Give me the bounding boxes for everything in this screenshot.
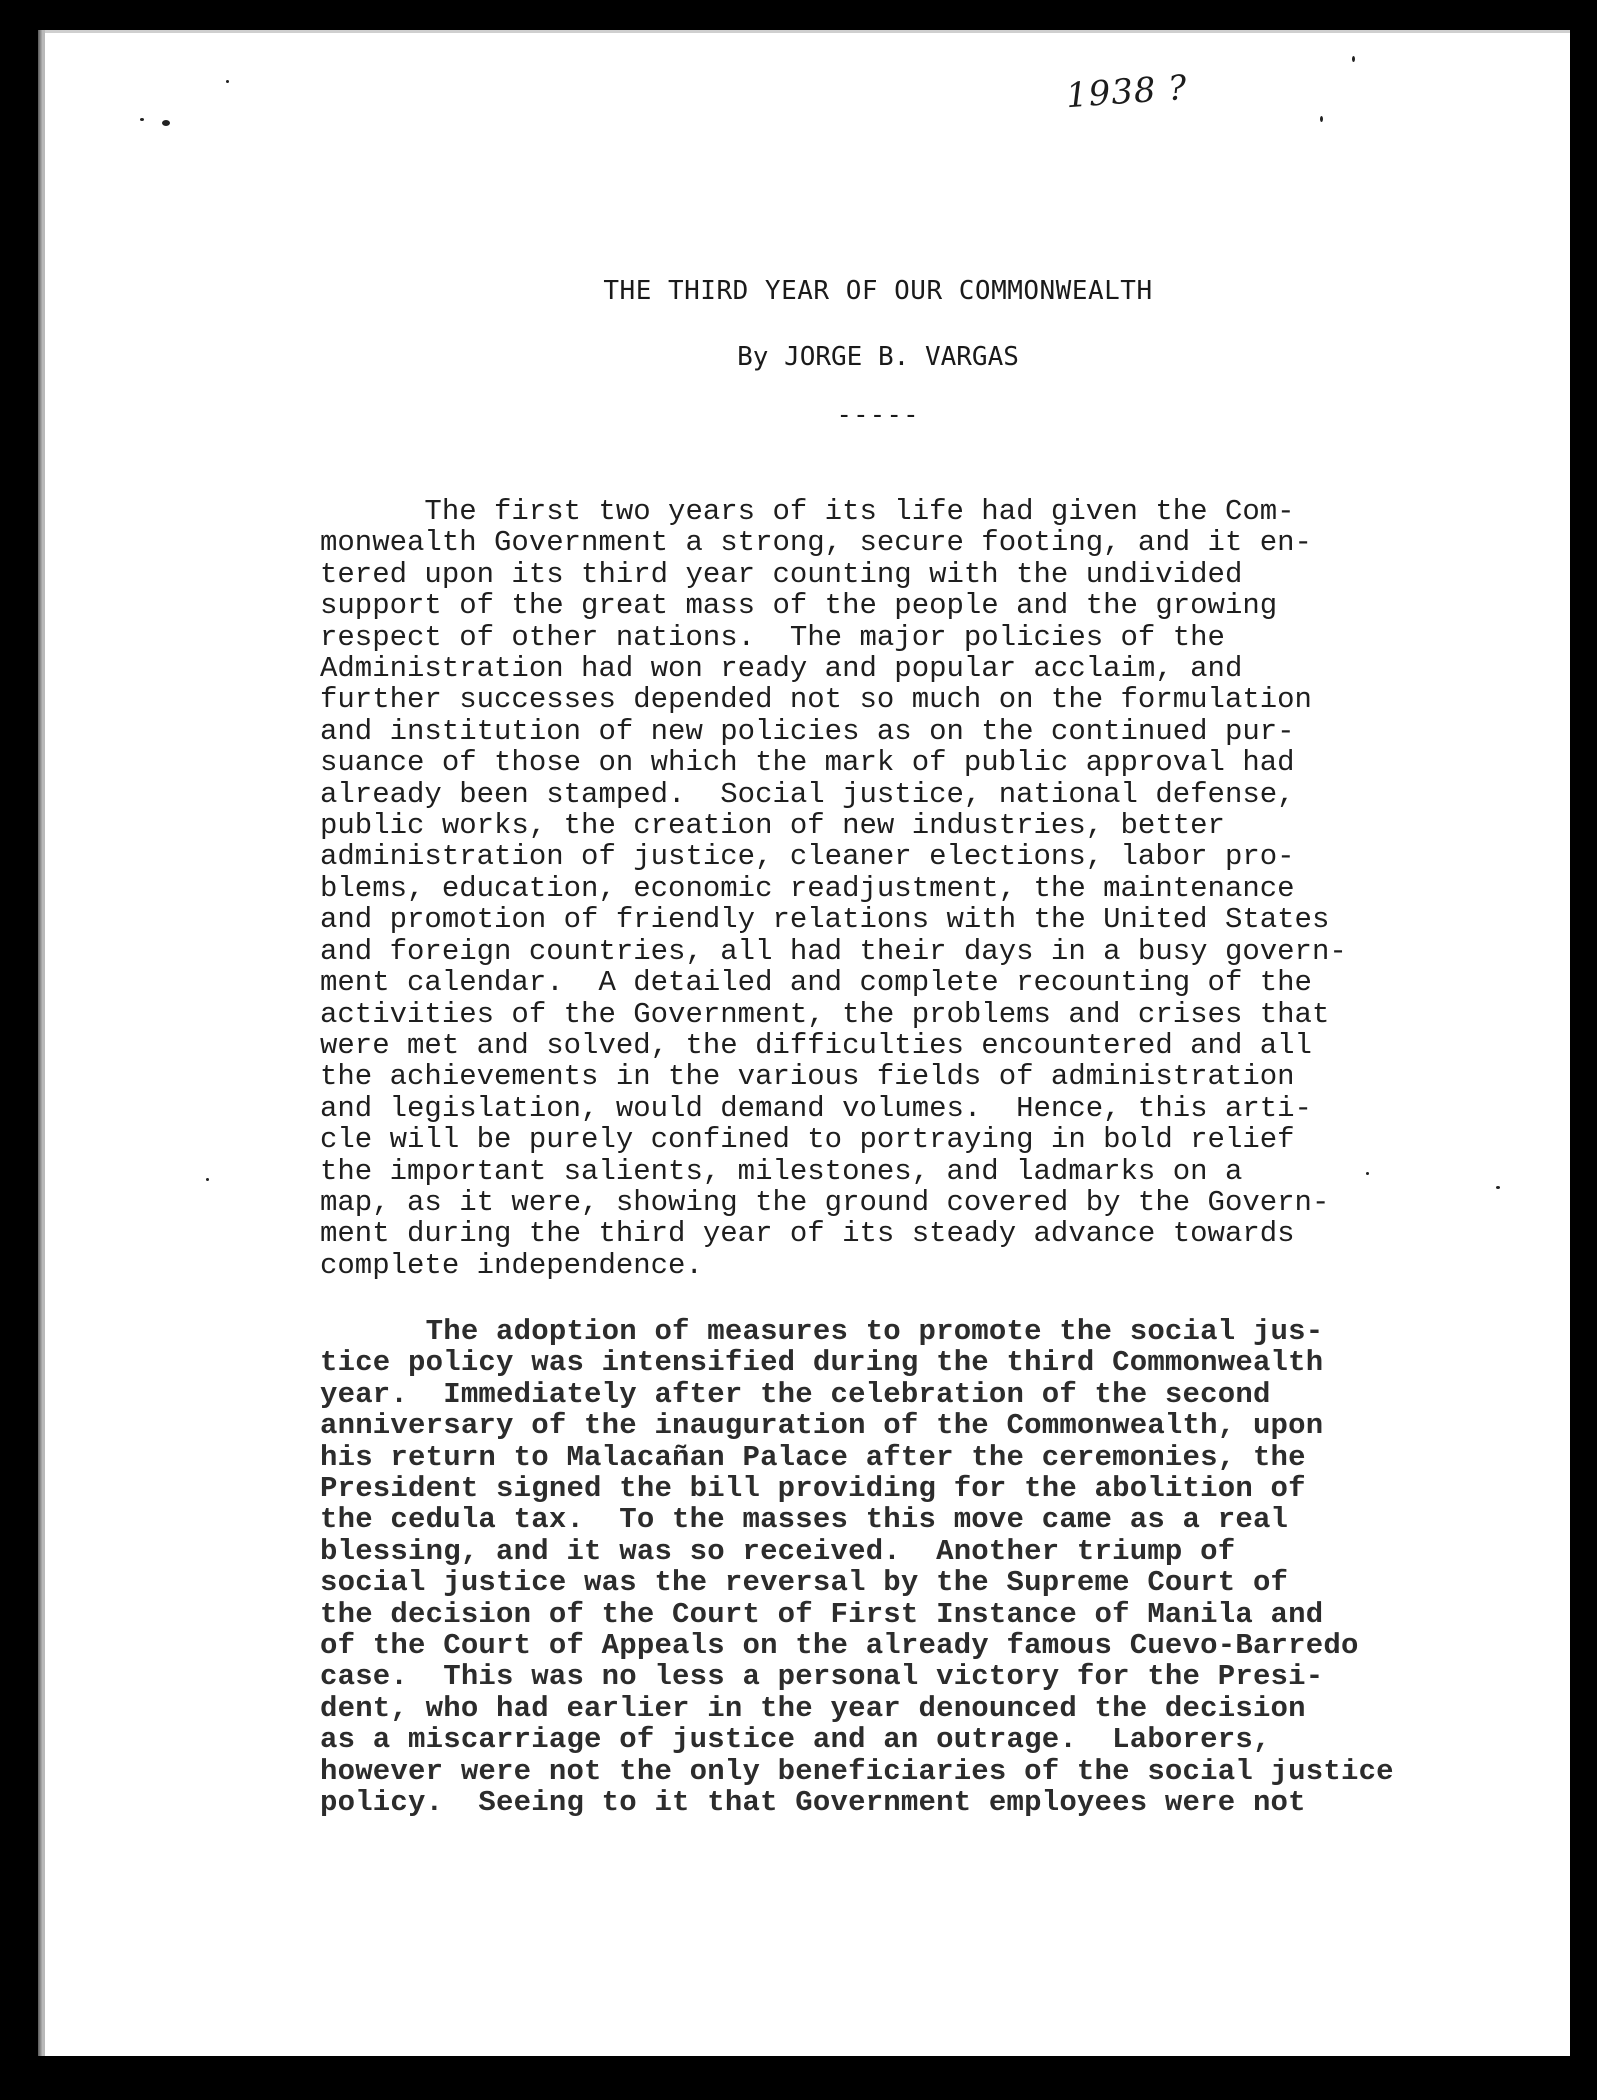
text-line: further successes depended not so much on the formulation [320,683,1312,717]
document-title: THE THIRD YEAR OF OUR COMMONWEALTH [603,276,1153,306]
scan-speck [140,118,144,121]
text-line: President signed the bill providing for the abolition of [320,1472,1306,1506]
text-line: of the Court of Appeals on the already famous Cuevo-Barredo [320,1629,1359,1663]
text-line: the important salients, milestones, and ladmarks on a [320,1154,1243,1188]
text-line: tered upon its third year counting with the undivided [320,557,1243,591]
text-line: Administration had won ready and popular acclaim, and [320,652,1243,686]
text-line: respect of other nations. The major policies of the [320,620,1225,654]
text-line: administration of justice, cleaner elections, labor pro- [320,840,1295,874]
text-line: and institution of new policies as on the continued pur- [320,714,1295,748]
paragraph-2 [320,1316,1500,1819]
scan-speck [1352,56,1355,62]
title-divider: ----- [836,400,920,430]
text-line: were met and solved, the difficulties encountered and all [320,1028,1312,1062]
handwritten-date-note: 1938 ? [1064,67,1189,117]
text-line: policy. Seeing to it that Government employees were not [320,1786,1306,1820]
text-line: map, as it were, showing the ground covered by the Govern- [320,1185,1330,1219]
scan-speck [226,80,229,83]
text-line: dent, who had earlier in the year denounced the decision [320,1691,1306,1725]
text-line: and promotion of friendly relations with the United States [320,903,1330,937]
text-line: support of the great mass of the people and the growing [320,589,1278,623]
text-line: already been stamped. Social justice, national defense, [320,777,1295,811]
text-line: ment calendar. A detailed and complete recounting of the [320,966,1312,1000]
text-line: tice policy was intensified during the third Commonwealth [320,1346,1324,1380]
text-line: and legislation, would demand volumes. Hence, this arti- [320,1091,1312,1125]
text-line: public works, the creation of new industries, better [320,809,1225,843]
text-line: social justice was the reversal by the Supreme Court of [320,1566,1289,1600]
text-line: The first two years of its life had given the Com- [320,495,1295,528]
text-line: activities of the Government, the problems and crises that [320,997,1330,1031]
scan-speck [206,1178,209,1181]
text-line: suance of those on which the mark of public approval had [320,746,1295,780]
text-line: the cedula tax. To the masses this move came as a real [320,1503,1289,1537]
scan-speck [1320,116,1323,122]
text-line: cle will be purely confined to portraying in bold relief [320,1123,1295,1157]
text-line: complete independence. [320,1248,703,1282]
text-line: The adoption of measures to promote the social jus- [320,1315,1324,1348]
scan-speck [162,120,170,126]
text-line: his return to Malacañan Palace after the ceremonies, the [320,1440,1306,1474]
paragraph-1 [320,496,1500,1281]
text-line: anniversary of the inauguration of the Commonwealth, upon [320,1409,1324,1443]
text-line: the achievements in the various fields of administration [320,1060,1295,1094]
text-line: ment during the third year of its steady advance towards [320,1217,1295,1251]
text-line: blems, education, economic readjustment, the maintenance [320,871,1295,905]
text-line: case. This was no less a personal victory for the Presi- [320,1660,1324,1694]
text-line: monwealth Government a strong, secure footing, and it en- [320,526,1312,560]
text-line: the decision of the Court of First Instance of Manila and [320,1597,1324,1631]
text-line: blessing, and it was so received. Another triump of [320,1534,1236,1568]
text-line: and foreign countries, all had their days in a busy govern- [320,934,1347,968]
author-byline: By JORGE B. VARGAS [737,342,1019,372]
text-line: year. Immediately after the celebration of the second [320,1377,1271,1411]
text-line: however were not the only beneficiaries of the social justice [320,1754,1394,1788]
text-line: as a miscarriage of justice and an outrage. Laborers, [320,1723,1271,1757]
